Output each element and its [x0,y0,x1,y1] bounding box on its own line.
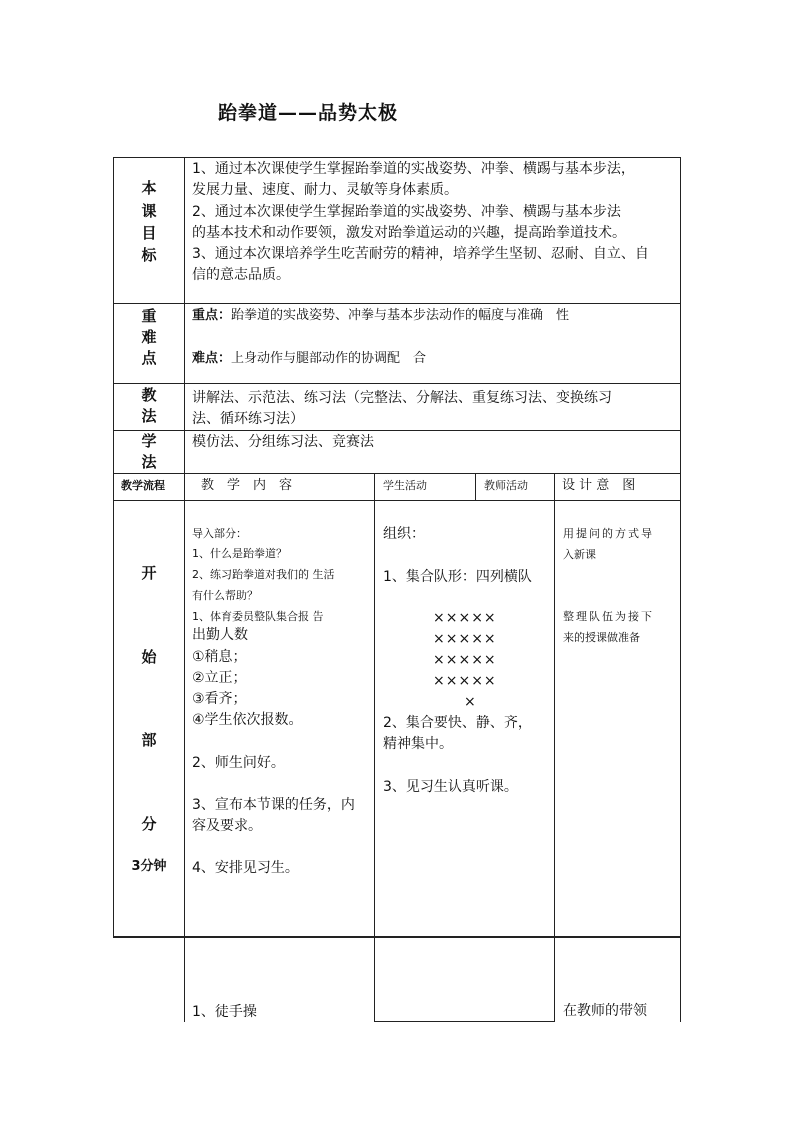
table-border [374,1021,555,1022]
table-border [113,303,681,304]
duration: 3分钟 [131,859,167,874]
difficult-point-text: 上身动作与腿部动作的协调配 合 [231,351,427,366]
key-point [192,309,569,322]
table-border [113,430,681,431]
page-title: 跆拳道——品势太极 [218,102,399,124]
header-design: 设 计 意 图 [562,478,636,493]
table-border [113,157,681,158]
header-student: 学生活动 [383,479,427,492]
table-border [113,383,681,384]
table-border [475,473,476,500]
key-point-label: 重点： [192,308,232,323]
table-border [113,500,681,501]
difficult-point-label: 难点： [192,351,232,366]
formation-row: ××××× [433,673,497,689]
next-design: 在教师的带领 [563,1003,647,1019]
formation-row: ××××× [433,652,497,668]
header-teacher: 教师活动 [484,479,528,492]
difficult-point [192,352,426,365]
next-content: 1、徒手操 [192,1004,257,1020]
table-border [554,473,555,1021]
formation-teacher: × [464,694,476,710]
table-border [113,473,681,474]
formation-row: ××××× [433,631,497,647]
learning-method-text: 模仿法、分组练习法、竞赛法 [192,434,374,450]
table-border [374,473,375,1021]
header-content: 教 学 内 容 [201,478,293,493]
table-border [680,937,681,1022]
table-border [680,157,681,937]
formation-row: ××××× [433,610,497,626]
key-point-text: 跆拳道的实战姿势、冲拳与基本步法动作的幅度与准确 性 [231,308,570,323]
table-border [113,936,681,938]
header-process: 教学流程 [121,479,165,492]
table-border [184,157,185,1022]
